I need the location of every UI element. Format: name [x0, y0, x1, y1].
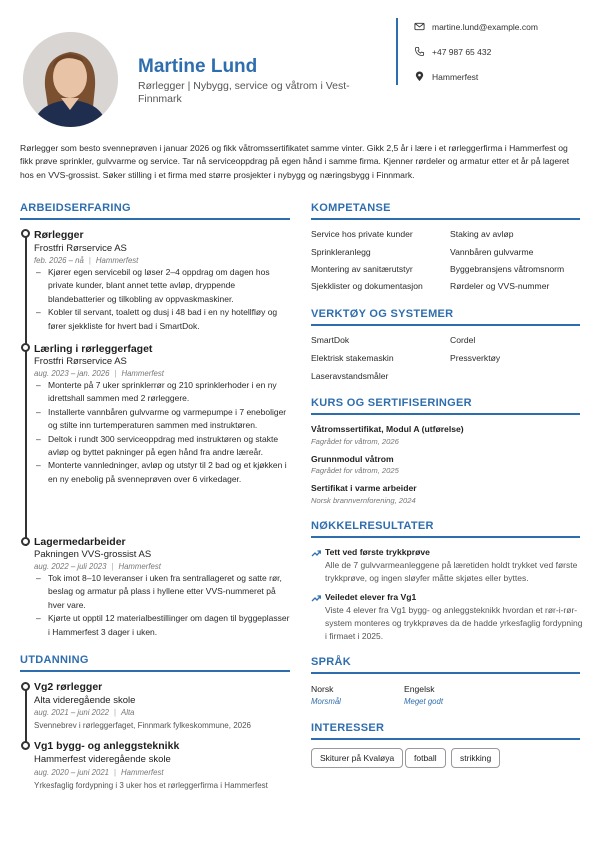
phone-icon [414, 46, 425, 57]
profile-photo [23, 32, 118, 127]
job-title: Rørlegger [34, 229, 84, 241]
resume-header [0, 0, 600, 135]
skill-item: Montering av sanitærutstyr [311, 264, 413, 274]
education-title: Vg2 rørlegger [34, 681, 103, 693]
education-meta: aug. 2021 – juni 2022 | Alta [34, 708, 135, 717]
education-place: Hammerfest [121, 768, 164, 777]
job-dates: feb. 2026 – nå [34, 256, 84, 265]
education-note: Yrkesfaglig fordypning i 3 uker hos et rørleggerfirma i Hammerfest [34, 781, 268, 790]
result-description: Alle de 7 gulvvarmeanleggene på læretiden holdt trykket ved første trykkprøve, og ingen sløyfer måtte skjøtes eller byttes. [325, 560, 578, 584]
tool-item: Cordel [450, 335, 476, 345]
skill-item: Service hos private kunder [311, 229, 413, 239]
course-issuer: Norsk brannvernforening, 2024 [311, 496, 416, 505]
result-title: Veiledet elever fra Vg1 [325, 592, 417, 602]
section-title-interests: INTERESSER [311, 722, 385, 734]
email-text: martine.lund@example.com [432, 21, 538, 32]
job-employer: Frostfri Rørservice AS [34, 243, 127, 254]
section-rule [311, 413, 580, 415]
education-meta: aug. 2020 – juni 2021 | Hammerfest [34, 768, 164, 777]
bullet-item: – Monterte på 7 uker sprinklerrør og 210 sprinklerhoder i en ny idrettshall sammen med 2 rørleggere. [34, 379, 292, 406]
skill-item: Sjekklister og dokumentasjon [311, 281, 423, 291]
tool-item: Laseravstandsmåler [311, 371, 389, 381]
section-title-skills: KOMPETANSE [311, 202, 391, 214]
education-title: Vg1 bygg- og anleggsteknikk [34, 740, 180, 752]
bullet-item: – Kjører egen servicebil og løser 2–4 oppdrag om dagen hos private kunder, blant annet tette avløp, dryppende blandebatterier og tilkobling av oppvaskmaskiner. [34, 266, 292, 306]
section-rule [311, 218, 580, 220]
job-employer: Pakningen VVS-grossist AS [34, 549, 152, 560]
skill-item: Byggebransjens våtromsnorm [450, 264, 565, 274]
language-name: Norsk [311, 684, 334, 694]
job-meta: aug. 2023 – jan. 2026 | Hammerfest [34, 369, 164, 378]
education-note: Svennebrev i rørleggerfaget, Finnmark fylkeskommune, 2026 [34, 721, 251, 730]
section-title-courses: KURS OG SERTIFISERINGER [311, 397, 472, 409]
course-issuer: Fagrådet for våtrom, 2026 [311, 437, 399, 446]
job-meta: feb. 2026 – nå | Hammerfest [34, 256, 139, 265]
job-dates: aug. 2022 – juli 2023 [34, 562, 107, 571]
job-bullets [34, 379, 292, 486]
education-dates: aug. 2020 – juni 2021 [34, 768, 110, 777]
job-title: Lagermedarbeider [34, 536, 126, 548]
candidate-name: Martine Lund [138, 56, 258, 77]
timeline-dot [21, 343, 30, 352]
job-bullets [34, 572, 292, 639]
bullet-item: – Deltok i rundt 300 serviceoppdrag med instruktøren og stakte avløp og byttet pakninger på egen hånd fra andre læreår. [34, 433, 292, 460]
profile-summary: Rørlegger som besto svenneprøven i januar 2026 og fikk våtromssertifikatet samme vinter. Gikk 2,5 år i lære i et rørleggerfirma i Hammerfest og fikk prøve sprinkler, gulvvarme og service. Tar nå serviceoppdrag på egen hånd i samme firma. Kjenner rørdeler og armatur etter et år på lageret hos en VVS-grossist. Søker stilling i et firma med større prosjekter i nybygg og næringsbygg i Finnmark. [20, 143, 570, 180]
section-rule [311, 324, 580, 326]
section-rule [20, 670, 290, 672]
skill-item: Vannbåren gulvvarme [450, 247, 534, 257]
envelope-icon [414, 21, 425, 32]
job-dates: aug. 2023 – jan. 2026 [34, 369, 110, 378]
interest-tag: Skiturer på Kvaløya [311, 748, 403, 768]
interest-tag: strikking [451, 748, 500, 768]
bullet-item: – Kjørte ut opptil 12 materialbestillinger om dagen til byggeplasser i Hammerfest 3 dager i uken. [34, 612, 292, 639]
job-title: Lærling i rørleggerfaget [34, 343, 153, 355]
location-text: Hammerfest [432, 71, 479, 82]
timeline-dot [21, 229, 30, 238]
section-title-experience: ARBEIDSERFARING [20, 202, 131, 214]
course-name: Sertifikat i varme arbeider [311, 483, 417, 493]
timeline-line [25, 686, 27, 744]
job-bullets [34, 266, 292, 333]
bullet-item: – Tok imot 8–10 leveranser i uken fra sentrallageret og satte rør, beslag og armatur på plass i hyllene etter VVS-nummeret på hver vare. [34, 572, 292, 612]
skill-item: Sprinkleranlegg [311, 247, 371, 257]
job-employer: Frostfri Rørservice AS [34, 356, 127, 367]
tool-item: SmartDok [311, 335, 350, 345]
education-dates: aug. 2021 – juni 2022 [34, 708, 110, 717]
language-level: Meget godt [404, 697, 444, 706]
section-rule [311, 672, 580, 674]
contact-location [414, 71, 478, 82]
course-name: Våtromssertifikat, Modul A (utførelse) [311, 424, 464, 434]
course-issuer: Fagrådet for våtrom, 2025 [311, 466, 399, 475]
timeline-dot [21, 741, 30, 750]
job-meta: aug. 2022 – juli 2023 | Hammerfest [34, 562, 161, 571]
section-title-results: NØKKELRESULTATER [311, 520, 434, 532]
tool-item: Pressverktøy [450, 353, 501, 363]
interest-tag: fotball [405, 748, 446, 768]
course-name: Grunnmodul våtrom [311, 454, 394, 464]
section-rule [311, 738, 580, 740]
trend-up-icon [311, 548, 321, 558]
tool-item: Elektrisk stakemaskin [311, 353, 394, 363]
phone-text: +47 987 65 432 [432, 46, 492, 57]
skill-item: Rørdeler og VVS-nummer [450, 281, 550, 291]
section-title-tools: VERKTØY OG SYSTEMER [311, 308, 454, 320]
contact-phone[interactable] [414, 46, 491, 57]
bullet-item: – Kobler til servant, toalett og dusj i 48 bad i en ny hotellfløy og fører sjekkliste for hvert bad i SmartDok. [34, 306, 292, 333]
bullet-item: – Installerte vannbåren gulvvarme og varmepumpe i 7 eneboliger og stilte inn turtemperaturen sammen med instruktøren. [34, 406, 292, 433]
skill-item: Staking av avløp [450, 229, 514, 239]
language-level: Morsmål [311, 697, 341, 706]
section-title-languages: SPRÅK [311, 656, 352, 668]
education-school: Alta videregående skole [34, 695, 136, 706]
section-rule [311, 536, 580, 538]
section-rule [20, 218, 290, 220]
result-title: Tett ved første trykkprøve [325, 547, 430, 557]
result-description: Viste 4 elever fra Vg1 bygg- og anleggsteknikk hvordan et rør-i-rør-system monteres og trykkprøves da de hadde yrkesfaglig fordypning i firmaet i 2025. [325, 605, 583, 642]
timeline-dot [21, 682, 30, 691]
language-name: Engelsk [404, 684, 435, 694]
job-place: Hammerfest [121, 369, 164, 378]
header-divider [396, 18, 398, 85]
location-pin-icon [414, 71, 425, 82]
education-place: Alta [121, 708, 135, 717]
job-place: Hammerfest [95, 256, 139, 265]
contact-email[interactable] [414, 21, 538, 32]
bullet-item: – Monterte vannledninger, avløp og utstyr til 2 bad og et kjøkken i en ny enebolig på svenneprøven over 6 virkedager. [34, 459, 292, 486]
section-title-education: UTDANNING [20, 654, 89, 666]
trend-up-icon [311, 593, 321, 603]
timeline-dot [21, 537, 30, 546]
education-school: Hammerfest videregående skole [34, 754, 171, 765]
timeline-line [25, 234, 27, 546]
candidate-subtitle: Rørlegger | Nybygg, service og våtrom i Vest-Finnmark [138, 80, 350, 105]
job-place: Hammerfest [118, 562, 161, 571]
